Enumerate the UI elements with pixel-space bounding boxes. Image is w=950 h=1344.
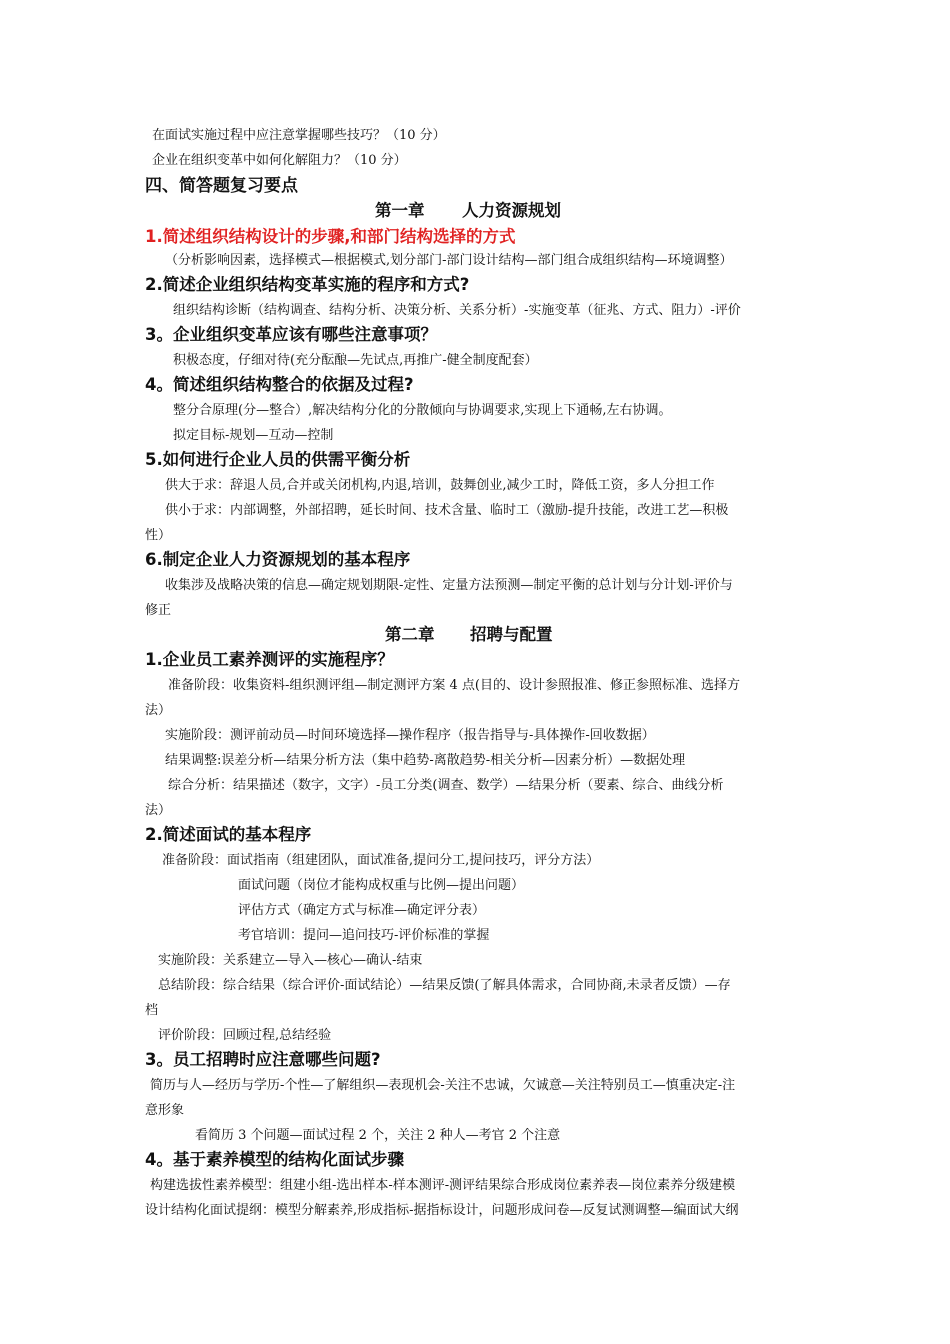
ch1-q2-title: 2.简述企业组织结构变革实施的程序和方式? <box>145 275 470 294</box>
ch2-q2-title: 2.简述面试的基本程序 <box>145 825 312 844</box>
ch2-q1-answer-2: 法） <box>145 703 172 718</box>
ch2-q2-answer-7: 档 <box>145 1003 159 1018</box>
ch1-q2-answer: 组织结构诊断（结构调查、结构分析、决策分析、关系分析）-实施变革（征兆、方式、阻力）-评价 <box>173 303 741 318</box>
ch2-q4-answer-2: 设计结构化面试提纲：模型分解素养,形成指标-据指标设计，问题形成问卷—反复试测调整—编面试大纲 <box>145 1203 739 1218</box>
ch2-q3-answer-2: 意形象 <box>145 1103 185 1118</box>
ch1-q1-title: 1.简述组织结构设计的步骤,和部门结构选择的方式 <box>145 227 516 246</box>
ch1-q6-answer-1: 收集涉及战略决策的信息—确定规划期限-定性、定量方法预测—制定平衡的总计划与分计划-评价与 <box>165 578 733 593</box>
ch2-q1-answer-3: 实施阶段：测评前动员—时间环境选择—操作程序（报告指导与-具体操作-回收数据） <box>165 728 655 743</box>
ch2-q2-answer-2: 面试问题（岗位才能构成权重与比例—提出问题） <box>238 878 525 893</box>
ch2-q4-answer-1: 构建选拔性素养模型：组建小组-选出样本-样本测评-测评结果综合形成岗位素养表—岗位素养分级建模 <box>150 1178 736 1193</box>
ch1-q5-answer-2: 供小于求：内部调整，外部招聘，延长时间、技术含量、临时工（激励-提升技能，改进工艺—积极 <box>165 503 729 518</box>
chapter1-name: 人力资源规划 <box>462 201 561 220</box>
ch2-q3-answer-3: 看简历 3 个问题—面试过程 2 个，关注 2 种人—考官 2 个注意 <box>195 1128 561 1143</box>
ch2-q2-answer-3: 评估方式（确定方式与标准—确定评分表） <box>238 903 486 918</box>
ch1-q5-answer-1: 供大于求：辞退人员,合并或关闭机构,内退,培训，鼓舞创业,减少工时，降低工资，多人分担工作 <box>165 478 715 493</box>
ch1-q6-answer-2: 修正 <box>145 603 172 618</box>
ch2-q1-answer-5: 综合分析：结果描述（数字，文字）-员工分类(调查、数学）—结果分析（要素、综合、曲线分析 <box>168 778 724 793</box>
section-title: 四、简答题复习要点 <box>145 176 298 196</box>
ch1-q4-answer-2: 拟定目标-规划—互动—控制 <box>173 428 334 443</box>
ch2-q1-answer-6: 法） <box>145 803 172 818</box>
ch2-q3-title: 3。员工招聘时应注意哪些问题? <box>145 1050 381 1069</box>
ch1-q5-title: 5.如何进行企业人员的供需平衡分析 <box>145 450 411 469</box>
ch1-q4-title: 4。简述组织结构整合的依据及过程? <box>145 375 414 394</box>
ch1-q5-answer-3: 性） <box>145 528 172 543</box>
ch1-q1-answer: （分析影响因素，选择模式—根据模式,划分部门-部门设计结构—部门组合成组织结构—环境调整） <box>165 253 733 268</box>
ch2-q2-answer-6: 总结阶段：综合结果（综合评价-面试结论）—结果反馈(了解具体需求，合同协商,未录者反馈）—存 <box>158 978 731 993</box>
ch2-q1-title: 1.企业员工素养测评的实施程序？ <box>145 650 394 669</box>
ch2-q2-answer-4: 考官培训：提问—追问技巧-评价标准的掌握 <box>238 928 490 943</box>
intro-question-techniques: 在面试实施过程中应注意掌握哪些技巧？（10 分） <box>152 128 446 143</box>
chapter1-number: 第一章 <box>375 201 425 220</box>
chapter2-number: 第二章 <box>385 625 435 644</box>
ch1-q3-title: 3。企业组织变革应该有哪些注意事项？ <box>145 325 437 344</box>
ch2-q3-answer-1: 简历与人—经历与学历-个性—了解组织—表现机会-关注不忠诚，欠诚意—关注特别员工—慎重决定-注 <box>150 1078 736 1093</box>
ch2-q2-answer-1: 准备阶段：面试指南（组建团队，面试准备,提问分工,提问技巧，评分方法） <box>162 853 600 868</box>
ch1-q4-answer-1: 整分合原理(分—整合）,解决结构分化的分散倾向与协调要求,实现上下通畅,左右协调。 <box>173 403 672 418</box>
intro-question-resistance: 企业在组织变革中如何化解阻力？（10 分） <box>152 153 407 168</box>
ch2-q4-title: 4。基于素养模型的结构化面试步骤 <box>145 1150 404 1169</box>
chapter2-name: 招聘与配置 <box>470 625 553 644</box>
ch2-q1-answer-1: 准备阶段：收集资料-组织测评组—制定测评方案 4 点(目的、设计参照报准、修正参照标准、选择方 <box>168 678 741 693</box>
ch2-q2-answer-5: 实施阶段：关系建立—导入—核心—确认-结束 <box>158 953 423 968</box>
ch2-q2-answer-8: 评价阶段：回顾过程,总结经验 <box>158 1028 332 1043</box>
ch1-q6-title: 6.制定企业人力资源规划的基本程序 <box>145 550 411 569</box>
ch2-q1-answer-4: 结果调整:误差分析—结果分析方法（集中趋势-离散趋势-相关分析—因素分析）—数据处理 <box>165 753 686 768</box>
ch1-q3-answer: 积极态度，仔细对待(充分酝酿—先试点,再推广-健全制度配套） <box>173 353 538 368</box>
